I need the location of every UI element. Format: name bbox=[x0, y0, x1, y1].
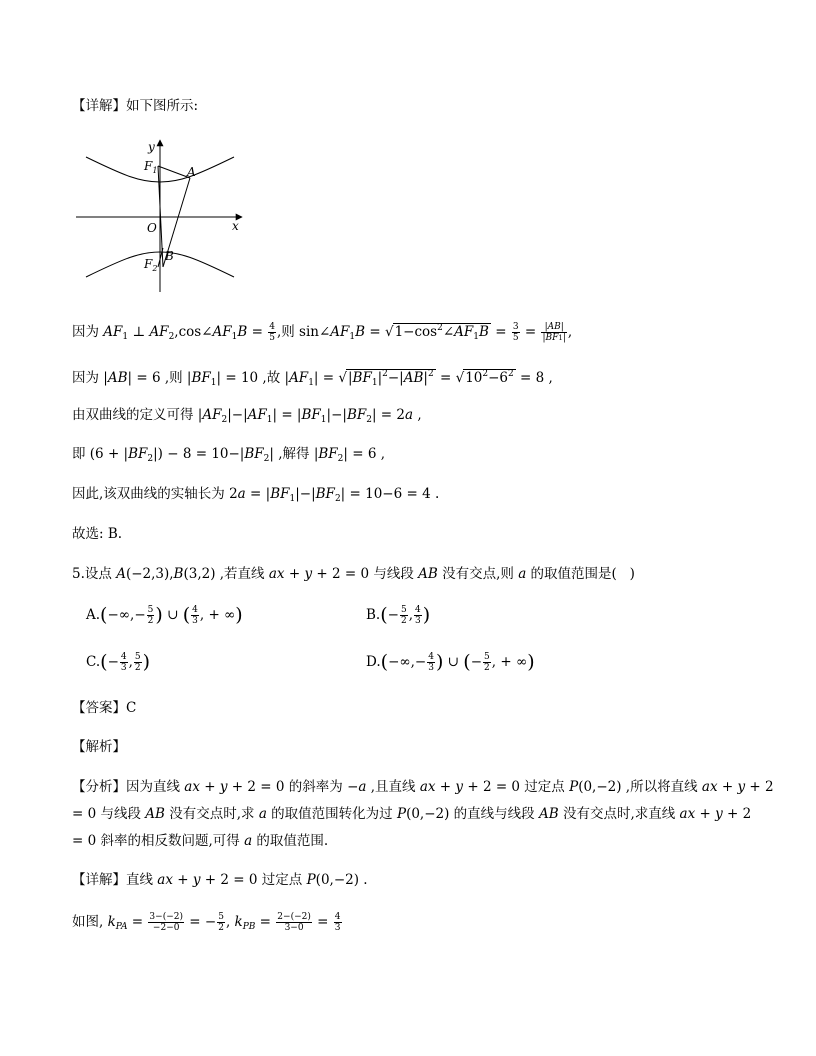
choice-label: 故选: bbox=[72, 526, 104, 542]
y-label: y bbox=[148, 140, 155, 154]
fenxi-bracket: 【分析】 bbox=[72, 779, 126, 795]
option-a-letter: A. bbox=[86, 607, 101, 623]
option-a[interactable]: A.(−∞,− $\frac{5}{2}$ ) ∪ ( $\frac{4}{3}$ , + ∞) bbox=[86, 604, 243, 626]
xiangjie-line: 【详解】直线 ax + y + 2 = 0 过定点 P(0,−2) . bbox=[72, 872, 368, 888]
detail-bracket: 【详解】 bbox=[72, 98, 126, 114]
xiangjie-bracket: 【详解】 bbox=[72, 872, 126, 888]
math-line-3: 由双曲线的定义可得 $|AF_2|-|AF_1| = |BF_1|-|BF_2| = 2a$ , bbox=[72, 407, 422, 425]
question-5: 5.设点 A(−2,3),B(3,2) ,若直线 ax + y + 2 = 0 与线段 AB 没有交点,则 a 的取值范围是( ) bbox=[72, 566, 635, 582]
option-c-letter: C. bbox=[86, 654, 101, 670]
slope-line: 如图, $k_{PA}$ = $\frac{3-(-2)}{-2-0}$ = − $\frac{5}{2}$ , $k_{PB}$ = $\frac{2-(-2)}{3-0}$ = $\frac{4}{3}$ bbox=[72, 912, 341, 933]
option-c[interactable]: C.(− $\frac{4}{3}$ , $\frac{5}{2}$ ) bbox=[86, 651, 151, 673]
x-label: x bbox=[232, 219, 239, 233]
math-line-4: 即 $(6 + |BF_2|) - 8 = 10-|BF_2|$ ,解得 $|BF_2| = 6$ , bbox=[72, 446, 386, 464]
F1-label: $F_1$ bbox=[144, 159, 158, 175]
segment-F1A bbox=[158, 166, 190, 178]
option-b[interactable]: B.(− $\frac{5}{2}$ , $\frac{4}{3}$ ) bbox=[366, 604, 431, 626]
detail-intro bbox=[72, 96, 198, 116]
option-d[interactable]: D.(−∞,− $\frac{4}{3}$ ) ∪ (− $\frac{5}{2}$ , + ∞) bbox=[366, 651, 535, 673]
F2-label: $F_2$ bbox=[144, 257, 158, 273]
hyperbola-figure bbox=[70, 136, 255, 296]
choice-value: B. bbox=[107, 526, 123, 542]
math-line-1: 因为 $AF_1$ ⊥ $AF_2,\cos\angle AF_1B$ = $\frac{4}{5}$ ,则 $\sin\angle AF_1B$ = $√1-\cos^2\angle AF_1B$ = $\frac{3}{5}$ = $\frac{|AB|}{|BF1|}$ , bbox=[72, 322, 573, 343]
choice-line bbox=[72, 524, 122, 544]
detail-intro-text: 如下图所示: bbox=[126, 98, 199, 114]
fenxi-line-2: = 0 与线段 AB 没有交点时,求 a 的取值范围转化为过 P(0,−2) 的直线与线段 AB 没有交点时,求直线 ax + y + 2 bbox=[72, 806, 752, 822]
answer-line bbox=[72, 698, 136, 718]
A-label: A bbox=[187, 165, 196, 179]
math-line-2: 因为 |AB| = 6 ,则 $|BF_1| = 10$ ,故 $|AF_1| = √|BF_1|^2-|AB|^2 = √10^2-6^2 = 8$ , bbox=[72, 369, 553, 388]
analysis-heading bbox=[72, 737, 126, 757]
analysis-bracket: 【解析】 bbox=[72, 739, 126, 755]
fenxi-line-1: 【分析】因为直线 ax + y + 2 = 0 的斜率为 −a ,且直线 ax + y + 2 = 0 过定点 P(0,−2) ,所以将直线 ax + y + 2 bbox=[72, 779, 774, 795]
option-d-letter: D. bbox=[366, 654, 381, 670]
answer-bracket: 【答案】 bbox=[72, 700, 126, 716]
origin-label: O bbox=[147, 221, 157, 235]
math-line-5: 因此,该双曲线的实轴长为 $2a = |BF_1|-|BF_2| = 10-6 = 4$ . bbox=[72, 486, 440, 504]
option-b-letter: B. bbox=[366, 607, 381, 623]
fenxi-line-3: = 0 斜率的相反数问题,可得 a 的取值范围. bbox=[72, 833, 329, 849]
answer-value: C bbox=[126, 700, 137, 716]
B-label: B bbox=[165, 249, 174, 263]
question-number: 5. bbox=[72, 566, 85, 582]
